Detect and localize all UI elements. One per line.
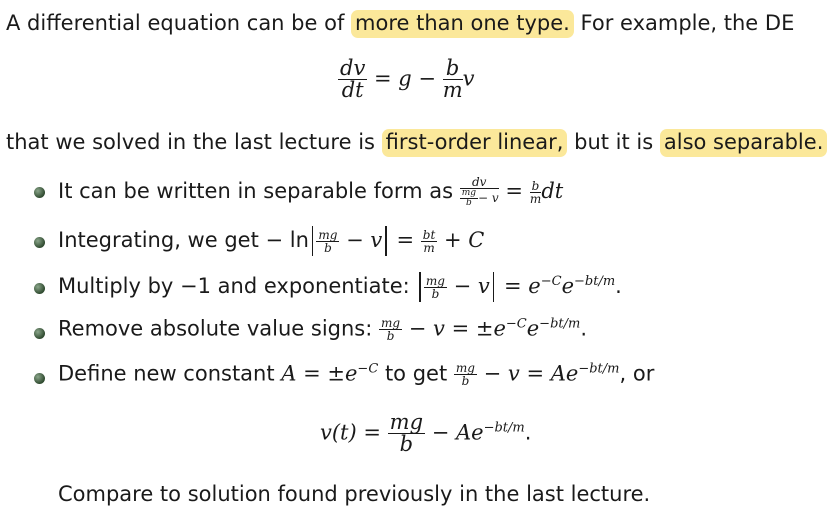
fraction-mg-over-b-large: $\frac{mg}{b}$ [389,410,424,456]
closing-text: Compare to solution found previously in the last lecture. [58,482,651,506]
fraction-b-over-m: $\frac{b}{m}$ [529,178,542,206]
eq1-rhs: = g − [374,66,436,91]
intro-text-before: A differential equation can be of [6,11,345,35]
bullet-icon [34,283,45,294]
fraction-mg-over-b: $\frac{mg}{b}$ [455,361,475,388]
eq1-v: v [462,66,475,91]
bullet-exponentiate: Multiply by −1 and exponentiate: $\frac{mg}{b}$ − $v = e^{-C}e^{-bt/m}$. [58,273,622,301]
highlight-first-order-linear: first-order linear, [382,129,568,157]
fraction-dv-dt: $\frac{dv}{dt}$ [340,56,366,102]
equation-dvdt [338,58,474,101]
highlight-also-separable: also separable. [660,129,827,157]
bullet-separable-form: It can be written in separable form as dv $\frac{mg}{b}$ − v = $\frac{b}{m}$ dt [58,175,564,208]
fraction-b-m: $\frac{b}{m}$ [442,56,463,102]
fraction-mg-over-b: $\frac{mg}{b}$ [381,316,401,343]
bullet-icon [34,373,45,384]
intro-text-after: For example, the DE [580,11,795,35]
bullet-integrating: Integrating, we get − ln $\frac{mg}{b}$ − v = $\frac{bt}{m}$ + C [58,227,485,255]
sentence2-middle: but it is [574,130,654,154]
bullet-icon [34,328,45,339]
bullet-remove-abs: Remove absolute value signs: $\frac{mg}{b}$ − $v = \pm e^{-C}e^{-bt/m}$. [58,316,588,343]
equation-vt: v(t) = $\frac{mg}{b}$ − $Ae^{-bt/m}$. [320,410,532,456]
fraction-dv-over-mg-b-minus-v: dv $\frac{mg}{b}$ − v [461,175,499,208]
bullet-new-constant: Define new constant $A = \pm e^{-C}$ to get $\frac{mg}{b}$ − $v = Ae^{-bt/m}$, or [58,361,655,388]
fraction-mg-over-b: $\frac{mg}{b}$ [425,273,445,301]
sentence2-before: that we solved in the last lecture is [6,130,375,154]
bullet-icon [34,237,45,248]
fraction-mg-over-b: $\frac{mg}{b}$ [318,227,338,255]
fraction-bt-over-m: $\frac{bt}{m}$ [422,227,436,255]
intro-highlight: more than one type. [351,10,574,38]
bullet-icon [34,187,45,198]
intro-line [6,13,794,34]
sentence-separable [6,132,827,153]
